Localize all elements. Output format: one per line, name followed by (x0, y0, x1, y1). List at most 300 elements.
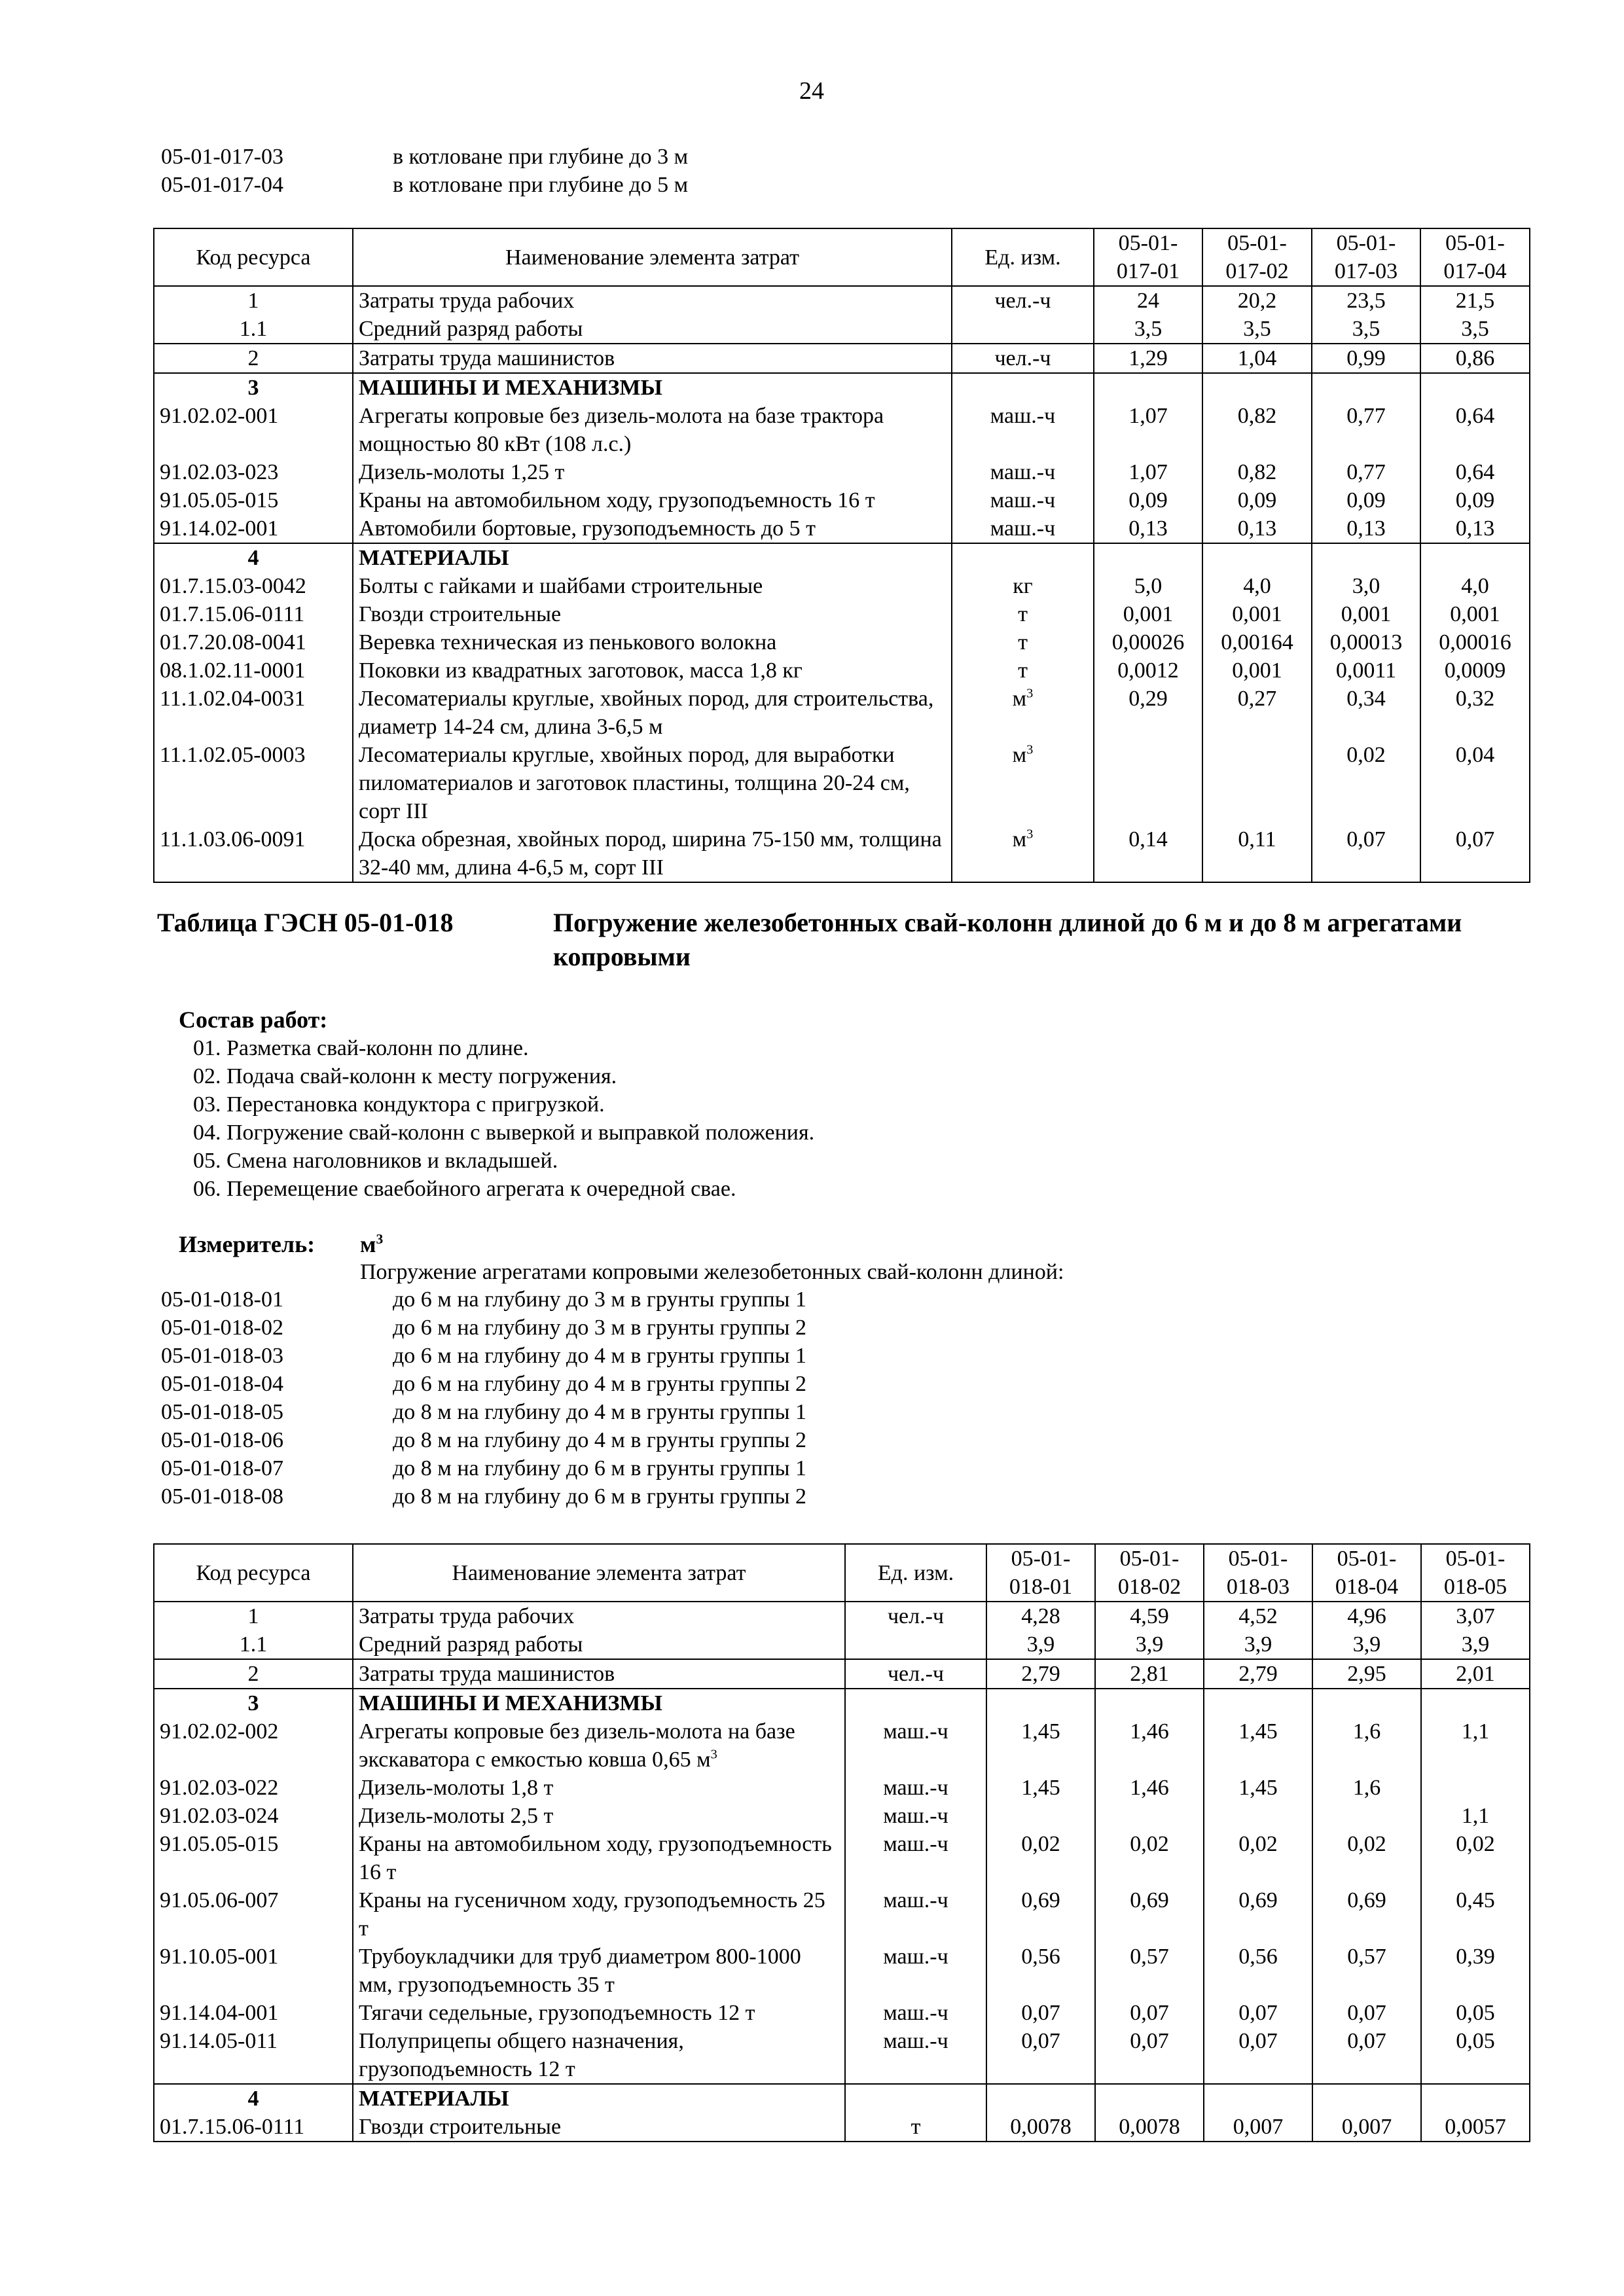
cell-name: Затраты труда машинистов (353, 1659, 845, 1689)
cell-name: Тягачи седельные, грузоподъемность 12 т (353, 1999, 845, 2027)
cell-value: 0,001 (1202, 600, 1312, 628)
cell-value: 3,9 (1204, 1630, 1312, 1659)
cell-unit: маш.-ч (845, 1999, 986, 2027)
cell-value: 0,0078 (986, 2113, 1095, 2142)
cell-value: 1,1 (1421, 1802, 1530, 1830)
meter-description: Погружение агрегатами копровыми железобетонных свай-колонн длиной: (360, 1260, 1064, 1284)
cell-name: МАШИНЫ И МЕХАНИЗМЫ (353, 373, 952, 402)
cell-unit: маш.-ч (952, 458, 1094, 486)
cell-value: 1,6 (1312, 1717, 1421, 1774)
cell-value: 0,57 (1312, 1943, 1421, 1999)
cell-value (1094, 543, 1202, 572)
code-list-item (161, 171, 1274, 199)
header-unit: Ед. изм. (845, 1544, 986, 1602)
cell-value: 21,5 (1420, 286, 1530, 315)
cell-name: МАТЕРИАЛЫ (353, 2084, 845, 2113)
cell-code: 2 (154, 344, 353, 373)
item-code: 05-01-018-06 (161, 1428, 283, 1452)
cell-name: Лесоматериалы круглые, хвойных пород, для строительства, диаметр 14-24 см, длина 3-6,5 м (353, 685, 952, 741)
cell-value (986, 1802, 1095, 1830)
cell-unit (952, 373, 1094, 402)
cell-name: Болты с гайками и шайбами строительные (353, 572, 952, 600)
cell-value (1312, 373, 1420, 402)
table-row (154, 2027, 1530, 2084)
cell-value: 0,001 (1312, 600, 1420, 628)
code-list-item (161, 143, 1274, 171)
cell-value (986, 1689, 1095, 1717)
cell-code: 3 (154, 373, 353, 402)
cell-value: 0,07 (986, 2027, 1095, 2084)
cell-value: 0,99 (1312, 344, 1420, 373)
cell-unit: чел.-ч (952, 344, 1094, 373)
cell-value: 0,09 (1202, 486, 1312, 514)
meter-unit (360, 1230, 383, 1259)
cell-unit: маш.-ч (845, 1774, 986, 1802)
cell-value: 0,69 (1312, 1886, 1421, 1943)
item-desc: до 6 м на глубину до 4 м в грунты группы 1 (393, 1344, 807, 1368)
cell-code: 2 (154, 1659, 353, 1689)
cell-value: 0,07 (1204, 2027, 1312, 2084)
cell-value (1202, 373, 1312, 402)
item-code: 05-01-017-03 (161, 145, 283, 169)
cell-name: Краны на гусеничном ходу, грузоподъемность 25 т (353, 1886, 845, 1943)
header-name: Наименование элемента затрат (353, 228, 952, 286)
table-row (154, 1717, 1530, 1774)
table-row (154, 514, 1530, 543)
cell-unit (952, 315, 1094, 344)
cell-name: МАШИНЫ И МЕХАНИЗМЫ (353, 1689, 845, 1717)
cell-name: Средний разряд работы (353, 1630, 845, 1659)
header-col: 05-01- 017-01 (1094, 228, 1202, 286)
table-row (154, 543, 1530, 572)
table-label: Таблица ГЭСН 05-01-018 (157, 908, 454, 937)
cell-name: Автомобили бортовые, грузоподъемность до 5 т (353, 514, 952, 543)
header-col: 05-01- 018-05 (1421, 1544, 1530, 1602)
item-code: 05-01-018-07 (161, 1456, 283, 1480)
table-row (154, 600, 1530, 628)
cell-code: 91.02.02-002 (154, 1717, 353, 1774)
cell-value: 0,02 (1095, 1830, 1204, 1886)
item-desc: в котловане при глубине до 5 м (393, 173, 689, 197)
item-code: 05-01-018-05 (161, 1400, 283, 1424)
cell-unit: $м^3$ (952, 825, 1094, 882)
cell-name: Средний разряд работы (353, 315, 952, 344)
cell-value: 0,07 (1312, 2027, 1421, 2084)
cell-name: Агрегаты копровые без дизель-молота на базе экскаватора с емкостью ковша 0,65 $м^3$ (353, 1717, 845, 1774)
meter-code-list (161, 1285, 1274, 1511)
cell-code: 91.14.04-001 (154, 1999, 353, 2027)
cell-value: 0,64 (1420, 402, 1530, 458)
cell-unit: $м^3$ (952, 741, 1094, 825)
cell-name: Трубоукладчики для труб диаметром 800-1000 мм, грузоподъемность 35 т (353, 1943, 845, 1999)
meter-label: Измеритель: (179, 1231, 316, 1257)
cell-name: Краны на автомобильном ходу, грузоподъемность 16 т (353, 1830, 845, 1886)
cell-code: 91.05.06-007 (154, 1886, 353, 1943)
cell-value: 0,05 (1421, 2027, 1530, 2084)
cell-unit: т (845, 2113, 986, 2142)
cell-unit: маш.-ч (845, 1717, 986, 1774)
top-code-list (161, 143, 1274, 199)
cell-unit: маш.-ч (845, 1886, 986, 1943)
table-row (154, 315, 1530, 344)
cell-value: 0,0057 (1421, 2113, 1530, 2142)
cell-unit (845, 2084, 986, 2113)
cell-value: 0,27 (1202, 685, 1312, 741)
cell-value: 0,69 (986, 1886, 1095, 1943)
cell-value: 0,02 (1204, 1830, 1312, 1886)
cell-unit: маш.-ч (845, 1830, 986, 1886)
cell-value: 2,79 (1204, 1659, 1312, 1689)
resource-table-017 (153, 228, 1530, 883)
item-code: 05-01-018-04 (161, 1372, 283, 1396)
item-desc: до 6 м на глубину до 3 м в грунты группы 1 (393, 1287, 807, 1312)
cell-name: Дизель-молоты 1,25 т (353, 458, 952, 486)
table-row (154, 1830, 1530, 1886)
item-code: 05-01-018-08 (161, 1484, 283, 1509)
table-row (154, 2113, 1530, 2142)
cell-value (1312, 1689, 1421, 1717)
table-row (154, 486, 1530, 514)
cell-name: Затраты труда рабочих (353, 1602, 845, 1630)
cell-value (1202, 741, 1312, 825)
table-row (154, 1602, 1530, 1630)
table-row (154, 1659, 1530, 1689)
cell-value: 3,07 (1421, 1602, 1530, 1630)
composition-title: Состав работ: (179, 1007, 328, 1033)
cell-unit: $м^3$ (952, 685, 1094, 741)
cell-value: 0,0012 (1094, 656, 1202, 685)
cell-name: Доска обрезная, хвойных пород, ширина 75-150 мм, толщина 32-40 мм, длина 4-6,5 м, сорт III (353, 825, 952, 882)
code-list-item (161, 1370, 1274, 1398)
table-row (154, 656, 1530, 685)
cell-value (1094, 741, 1202, 825)
cell-value: 0,05 (1421, 1999, 1530, 2027)
cell-value: 1,45 (1204, 1774, 1312, 1802)
cell-code: 01.7.15.06-0111 (154, 600, 353, 628)
cell-value: 0,64 (1420, 458, 1530, 486)
cell-value (1204, 1689, 1312, 1717)
cell-value: 1,07 (1094, 458, 1202, 486)
cell-value (1312, 2084, 1421, 2113)
cell-value (1312, 543, 1420, 572)
cell-value: 0,13 (1312, 514, 1420, 543)
cell-value: 0,001 (1094, 600, 1202, 628)
cell-value: 0,00013 (1312, 628, 1420, 656)
cell-value: 0,0078 (1095, 2113, 1204, 2142)
cell-value: 0,07 (1095, 1999, 1204, 2027)
cell-code: 4 (154, 2084, 353, 2113)
cell-unit: кг (952, 572, 1094, 600)
work-item: 06. Перемещение сваебойного агрегата к очередной свае. (193, 1177, 736, 1201)
item-code: 05-01-017-04 (161, 173, 283, 197)
cell-value: 0,86 (1420, 344, 1530, 373)
cell-value: 1,1 (1421, 1717, 1530, 1774)
table-title: Погружение железобетонных свай-колонн длиной до 6 м и до 8 м агрегатами копровыми (553, 908, 1462, 971)
table-row (154, 1689, 1530, 1717)
cell-unit (845, 1689, 986, 1717)
code-list-item (161, 1314, 1274, 1342)
cell-name: Веревка техническая из пенькового волокна (353, 628, 952, 656)
item-desc: до 6 м на глубину до 3 м в грунты группы 2 (393, 1316, 807, 1340)
cell-value: 0,77 (1312, 402, 1420, 458)
cell-name: МАТЕРИАЛЫ (353, 543, 952, 572)
cell-code: 11.1.02.05-0003 (154, 741, 353, 825)
cell-value: 0,001 (1420, 600, 1530, 628)
cell-unit (952, 543, 1094, 572)
cell-code: 1.1 (154, 315, 353, 344)
work-item: 01. Разметка свай-колонн по длине. (193, 1036, 529, 1060)
cell-value: 0,77 (1312, 458, 1420, 486)
cell-value: 0,39 (1421, 1943, 1530, 1999)
cell-name: Гвозди строительные (353, 600, 952, 628)
page-number: 24 (799, 77, 824, 105)
table-row (154, 402, 1530, 458)
cell-code: 91.05.05-015 (154, 486, 353, 514)
cell-value: 0,02 (1312, 1830, 1421, 1886)
cell-name: Поковки из квадратных заготовок, масса 1,8 кг (353, 656, 952, 685)
cell-value: 3,9 (1312, 1630, 1421, 1659)
table-row (154, 458, 1530, 486)
cell-value (1202, 543, 1312, 572)
cell-value: 0,69 (1204, 1886, 1312, 1943)
table-row (154, 685, 1530, 741)
table-row (154, 373, 1530, 402)
cell-unit: чел.-ч (845, 1602, 986, 1630)
cell-value: 0,00016 (1420, 628, 1530, 656)
cell-value: 5,0 (1094, 572, 1202, 600)
cell-value: 0,07 (1095, 2027, 1204, 2084)
cell-code: 91.10.05-001 (154, 1943, 353, 1999)
table-row (154, 825, 1530, 882)
code-list-item (161, 1454, 1274, 1482)
cell-unit: чел.-ч (952, 286, 1094, 315)
cell-value: 0,00026 (1094, 628, 1202, 656)
header-col: 05-01- 018-02 (1095, 1544, 1204, 1602)
cell-value: 0,07 (1312, 1999, 1421, 2027)
cell-value: 0,001 (1202, 656, 1312, 685)
cell-value: 0,07 (1204, 1999, 1312, 2027)
cell-value (1312, 1802, 1421, 1830)
cell-value: 2,79 (986, 1659, 1095, 1689)
cell-unit: маш.-ч (952, 514, 1094, 543)
cell-value: 2,81 (1095, 1659, 1204, 1689)
cell-value: 0,13 (1094, 514, 1202, 543)
cell-value: 0,13 (1202, 514, 1312, 543)
cell-code: 91.02.03-024 (154, 1802, 353, 1830)
cell-code: 91.14.05-011 (154, 2027, 353, 2084)
cell-unit: маш.-ч (845, 1943, 986, 1999)
cell-name: Гвозди строительные (353, 2113, 845, 2142)
cell-unit: маш.-ч (845, 1802, 986, 1830)
cell-value: 1,6 (1312, 1774, 1421, 1802)
item-desc: до 6 м на глубину до 4 м в грунты группы 2 (393, 1372, 807, 1396)
code-list-item (161, 1342, 1274, 1370)
cell-unit: т (952, 600, 1094, 628)
cell-value: 4,59 (1095, 1602, 1204, 1630)
cell-value (1094, 373, 1202, 402)
table-row (154, 2084, 1530, 2113)
work-item: 02. Подача свай-колонн к месту погружения. (193, 1064, 617, 1088)
table-row (154, 1802, 1530, 1830)
cell-value: 4,96 (1312, 1602, 1421, 1630)
cell-value (1420, 373, 1530, 402)
cell-value (1095, 1689, 1204, 1717)
cell-unit: т (952, 656, 1094, 685)
cell-value: 1,46 (1095, 1717, 1204, 1774)
cell-value: 3,5 (1094, 315, 1202, 344)
item-desc: до 8 м на глубину до 6 м в грунты группы 1 (393, 1456, 807, 1480)
cell-code: 01.7.15.06-0111 (154, 2113, 353, 2142)
code-list-item (161, 1398, 1274, 1426)
code-list-item (161, 1426, 1274, 1454)
work-item: 04. Погружение свай-колонн с выверкой и выправкой положения. (193, 1121, 815, 1145)
cell-value: 0,07 (1420, 825, 1530, 882)
work-item: 03. Перестановка кондуктора с пригрузкой. (193, 1092, 605, 1117)
cell-unit: чел.-ч (845, 1659, 986, 1689)
cell-value: 0,007 (1312, 2113, 1421, 2142)
cell-value (986, 2084, 1095, 2113)
cell-value: 0,09 (1420, 486, 1530, 514)
item-desc: в котловане при глубине до 3 м (393, 145, 689, 169)
cell-code: 91.05.05-015 (154, 1830, 353, 1886)
cell-value: 4,28 (986, 1602, 1095, 1630)
header-name: Наименование элемента затрат (353, 1544, 845, 1602)
cell-value: 0,02 (986, 1830, 1095, 1886)
cell-value: 0,02 (1421, 1830, 1530, 1886)
cell-value (1421, 1774, 1530, 1802)
cell-value: 0,09 (1312, 486, 1420, 514)
cell-value: 23,5 (1312, 286, 1420, 315)
item-desc: до 8 м на глубину до 6 м в грунты группы 2 (393, 1484, 807, 1509)
cell-name: Дизель-молоты 2,5 т (353, 1802, 845, 1830)
item-code: 05-01-018-02 (161, 1316, 283, 1340)
code-list-item (161, 1482, 1274, 1511)
cell-code: 1.1 (154, 1630, 353, 1659)
cell-value: 1,46 (1095, 1774, 1204, 1802)
cell-code: 4 (154, 543, 353, 572)
resource-table-018 (153, 1543, 1530, 2142)
item-desc: до 8 м на глубину до 4 м в грунты группы 2 (393, 1428, 807, 1452)
cell-value: 4,0 (1202, 572, 1312, 600)
table-header-row (154, 228, 1530, 286)
work-list (193, 1034, 814, 1203)
cell-code: 91.14.02-001 (154, 514, 353, 543)
cell-name: Дизель-молоты 1,8 т (353, 1774, 845, 1802)
cell-value: 3,5 (1202, 315, 1312, 344)
code-list-item (161, 1285, 1274, 1314)
cell-value: 3,9 (1095, 1630, 1204, 1659)
cell-value: 1,04 (1202, 344, 1312, 373)
cell-value: 0,04 (1420, 741, 1530, 825)
cell-code: 1 (154, 286, 353, 315)
cell-code: 1 (154, 1602, 353, 1630)
table-row (154, 286, 1530, 315)
cell-value: 2,01 (1421, 1659, 1530, 1689)
cell-code: 11.1.03.06-0091 (154, 825, 353, 882)
cell-value: 0,02 (1312, 741, 1420, 825)
cell-value: 0,32 (1420, 685, 1530, 741)
header-col: 05-01- 018-04 (1312, 1544, 1421, 1602)
table-row (154, 628, 1530, 656)
header-col: 05-01- 018-03 (1204, 1544, 1312, 1602)
header-code: Код ресурса (154, 228, 353, 286)
cell-name: Затраты труда рабочих (353, 286, 952, 315)
cell-value: 0,56 (1204, 1943, 1312, 1999)
cell-value: 0,0009 (1420, 656, 1530, 685)
cell-value (1095, 1802, 1204, 1830)
cell-value: 0,007 (1204, 2113, 1312, 2142)
header-col: 05-01- 017-02 (1202, 228, 1312, 286)
cell-code: 01.7.15.03-0042 (154, 572, 353, 600)
cell-value (1204, 1802, 1312, 1830)
table-row (154, 572, 1530, 600)
cell-value: 1,45 (986, 1717, 1095, 1774)
cell-value: 0,45 (1421, 1886, 1530, 1943)
item-code: 05-01-018-01 (161, 1287, 283, 1312)
work-item: 05. Смена наголовников и вкладышей. (193, 1149, 558, 1173)
cell-value: 0,69 (1095, 1886, 1204, 1943)
cell-value: 0,13 (1420, 514, 1530, 543)
cell-code: 08.1.02.11-0001 (154, 656, 353, 685)
cell-unit: т (952, 628, 1094, 656)
cell-name: Лесоматериалы круглые, хвойных пород, для выработки пиломатериалов и заготовок пластины, толщина 20-24 см, сорт III (353, 741, 952, 825)
cell-value: 0,29 (1094, 685, 1202, 741)
cell-unit: маш.-ч (952, 402, 1094, 458)
cell-value: 1,07 (1094, 402, 1202, 458)
header-col: 05-01- 017-04 (1420, 228, 1530, 286)
cell-unit (845, 1630, 986, 1659)
cell-value: 0,57 (1095, 1943, 1204, 1999)
cell-code: 91.02.03-022 (154, 1774, 353, 1802)
cell-value: 0,82 (1202, 402, 1312, 458)
table-row (154, 344, 1530, 373)
cell-value: 2,95 (1312, 1659, 1421, 1689)
cell-value: 0,11 (1202, 825, 1312, 882)
cell-value: 0,09 (1094, 486, 1202, 514)
cell-value: 0,34 (1312, 685, 1420, 741)
cell-value (1204, 2084, 1312, 2113)
cell-value: 0,14 (1094, 825, 1202, 882)
cell-code: 01.7.20.08-0041 (154, 628, 353, 656)
cell-value: 0,07 (986, 1999, 1095, 2027)
cell-value: 3,0 (1312, 572, 1420, 600)
cell-value: 3,5 (1420, 315, 1530, 344)
cell-value (1421, 2084, 1530, 2113)
cell-value: 1,29 (1094, 344, 1202, 373)
table-row (154, 1774, 1530, 1802)
cell-code: 91.02.03-023 (154, 458, 353, 486)
cell-value: 0,00164 (1202, 628, 1312, 656)
cell-value: 0,0011 (1312, 656, 1420, 685)
table-row (154, 1630, 1530, 1659)
cell-value: 24 (1094, 286, 1202, 315)
item-desc: до 8 м на глубину до 4 м в грунты группы 1 (393, 1400, 807, 1424)
cell-value: 0,56 (986, 1943, 1095, 1999)
cell-value (1420, 543, 1530, 572)
cell-name: Краны на автомобильном ходу, грузоподъемность 16 т (353, 486, 952, 514)
header-unit: Ед. изм. (952, 228, 1094, 286)
cell-name: Затраты труда машинистов (353, 344, 952, 373)
header-col: 05-01- 017-03 (1312, 228, 1420, 286)
cell-value: 0,82 (1202, 458, 1312, 486)
cell-value: 3,9 (1421, 1630, 1530, 1659)
cell-unit: маш.-ч (845, 2027, 986, 2084)
cell-value: 0,07 (1312, 825, 1420, 882)
table-header-row (154, 1544, 1530, 1602)
table-row (154, 1943, 1530, 1999)
cell-value: 3,9 (986, 1630, 1095, 1659)
item-code: 05-01-018-03 (161, 1344, 283, 1368)
